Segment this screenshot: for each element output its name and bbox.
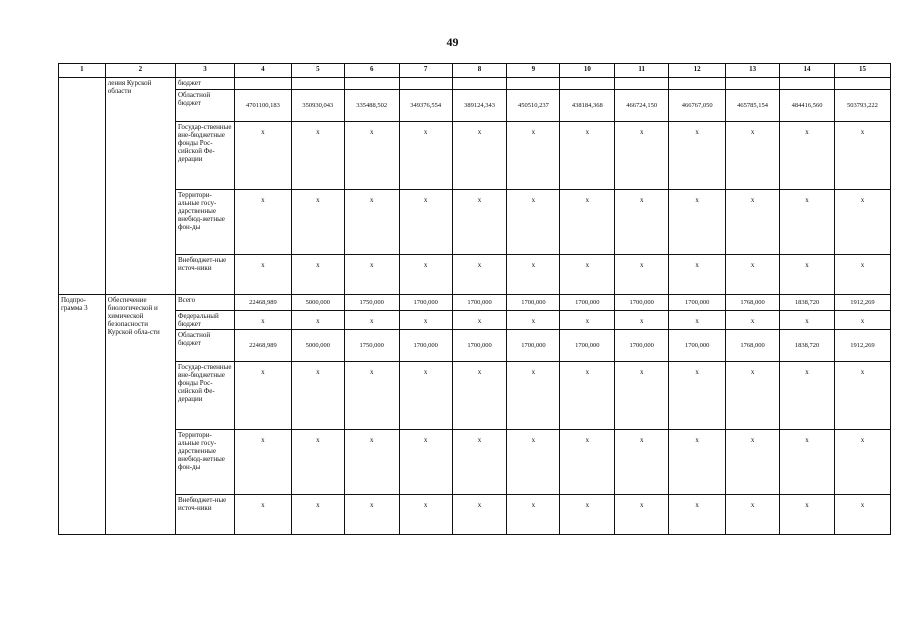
value-cell: x bbox=[344, 362, 399, 430]
header-row bbox=[59, 64, 891, 78]
table-row bbox=[59, 190, 891, 255]
value-cell: x bbox=[669, 430, 726, 495]
table-row bbox=[59, 90, 891, 122]
value-cell: x bbox=[234, 122, 291, 190]
value-cell: x bbox=[615, 430, 669, 495]
value-cell bbox=[615, 78, 669, 90]
value-cell: 484416,560 bbox=[780, 90, 835, 122]
header-cell: 3 bbox=[175, 64, 234, 78]
value-cell: x bbox=[291, 430, 344, 495]
value-cell bbox=[669, 78, 726, 90]
value-cell: x bbox=[834, 190, 890, 255]
value-cell bbox=[452, 78, 507, 90]
header-cell: 13 bbox=[726, 64, 780, 78]
value-cell: x bbox=[615, 255, 669, 295]
header-cell: 9 bbox=[507, 64, 560, 78]
value-cell: 1768,000 bbox=[726, 330, 780, 362]
value-cell: 466724,150 bbox=[615, 90, 669, 122]
value-cell bbox=[344, 78, 399, 90]
table-row bbox=[59, 311, 891, 330]
funding-source-cell: Территори-альные госу-дарственные внебюд-жетные фон-ды bbox=[175, 190, 234, 255]
value-cell: 1912,269 bbox=[834, 295, 890, 311]
value-cell: x bbox=[234, 190, 291, 255]
value-cell: x bbox=[780, 430, 835, 495]
table-row bbox=[59, 295, 891, 311]
value-cell: x bbox=[560, 190, 615, 255]
value-cell bbox=[507, 78, 560, 90]
value-cell: 466767,050 bbox=[669, 90, 726, 122]
value-cell: 1700,000 bbox=[560, 330, 615, 362]
funding-source-cell: Внебюджет-ные источ-ники bbox=[175, 255, 234, 295]
value-cell: x bbox=[669, 495, 726, 535]
value-cell: 4701100,183 bbox=[234, 90, 291, 122]
header-cell: 14 bbox=[780, 64, 835, 78]
value-cell: x bbox=[780, 495, 835, 535]
value-cell: x bbox=[669, 190, 726, 255]
value-cell: 450510,237 bbox=[507, 90, 560, 122]
value-cell: 1700,000 bbox=[507, 295, 560, 311]
budget-table bbox=[58, 63, 891, 535]
value-cell: x bbox=[834, 430, 890, 495]
value-cell: x bbox=[452, 311, 507, 330]
program-cell bbox=[59, 78, 106, 295]
value-cell: x bbox=[726, 430, 780, 495]
value-cell: x bbox=[344, 430, 399, 495]
value-cell: 1700,000 bbox=[399, 295, 452, 311]
value-cell: x bbox=[399, 255, 452, 295]
header-cell: 6 bbox=[344, 64, 399, 78]
value-cell: x bbox=[452, 430, 507, 495]
value-cell: 22468,989 bbox=[234, 330, 291, 362]
value-cell: x bbox=[834, 255, 890, 295]
value-cell: x bbox=[507, 430, 560, 495]
value-cell: x bbox=[615, 362, 669, 430]
value-cell: 503793,222 bbox=[834, 90, 890, 122]
value-cell bbox=[780, 78, 835, 90]
funding-source-cell: Федеральный бюджет bbox=[175, 311, 234, 330]
value-cell: x bbox=[726, 362, 780, 430]
value-cell: x bbox=[344, 255, 399, 295]
value-cell: x bbox=[399, 122, 452, 190]
header-cell: 11 bbox=[615, 64, 669, 78]
header-cell: 5 bbox=[291, 64, 344, 78]
value-cell: x bbox=[560, 495, 615, 535]
value-cell bbox=[234, 78, 291, 90]
value-cell: x bbox=[291, 255, 344, 295]
table-row bbox=[59, 78, 891, 90]
value-cell: x bbox=[234, 255, 291, 295]
value-cell: 1838,720 bbox=[780, 330, 835, 362]
value-cell: x bbox=[291, 190, 344, 255]
value-cell: x bbox=[507, 362, 560, 430]
value-cell: 465785,154 bbox=[726, 90, 780, 122]
value-cell: 1768,000 bbox=[726, 295, 780, 311]
value-cell: 1700,000 bbox=[669, 295, 726, 311]
header-cell: 10 bbox=[560, 64, 615, 78]
value-cell: x bbox=[834, 495, 890, 535]
table-row bbox=[59, 362, 891, 430]
value-cell: x bbox=[780, 122, 835, 190]
value-cell: x bbox=[560, 311, 615, 330]
value-cell: 349376,554 bbox=[399, 90, 452, 122]
funding-source-cell: Государ-ственные вне-бюджетные фонды Рос-сийской Фе-дерации bbox=[175, 362, 234, 430]
header-cell: 4 bbox=[234, 64, 291, 78]
page-number: 49 bbox=[446, 35, 459, 49]
table-row bbox=[59, 430, 891, 495]
value-cell: x bbox=[834, 362, 890, 430]
value-cell bbox=[834, 78, 890, 90]
value-cell: x bbox=[669, 311, 726, 330]
value-cell: x bbox=[560, 255, 615, 295]
value-cell: x bbox=[669, 362, 726, 430]
value-cell: 1912,269 bbox=[834, 330, 890, 362]
funding-source-cell: Территори-альные госу-дарственные внебюд-жетные фон-ды bbox=[175, 430, 234, 495]
value-cell: x bbox=[615, 311, 669, 330]
funding-source-cell: Внебюджет-ные источ-ники bbox=[175, 495, 234, 535]
value-cell: x bbox=[291, 495, 344, 535]
header-cell: 2 bbox=[105, 64, 175, 78]
value-cell: x bbox=[507, 122, 560, 190]
value-cell: 1700,000 bbox=[452, 295, 507, 311]
header-cell: 15 bbox=[834, 64, 890, 78]
value-cell: 1700,000 bbox=[507, 330, 560, 362]
value-cell: 1700,000 bbox=[399, 330, 452, 362]
header-cell: 7 bbox=[399, 64, 452, 78]
value-cell: x bbox=[452, 122, 507, 190]
table-row bbox=[59, 330, 891, 362]
value-cell: x bbox=[726, 495, 780, 535]
value-cell: 1838,720 bbox=[780, 295, 835, 311]
value-cell: x bbox=[560, 430, 615, 495]
value-cell: x bbox=[344, 122, 399, 190]
value-cell: 389124,343 bbox=[452, 90, 507, 122]
value-cell: x bbox=[780, 255, 835, 295]
value-cell: x bbox=[234, 495, 291, 535]
value-cell: x bbox=[615, 190, 669, 255]
value-cell: x bbox=[834, 122, 890, 190]
value-cell: x bbox=[452, 362, 507, 430]
value-cell bbox=[726, 78, 780, 90]
funding-source-cell: Государ-ственные вне-бюджетные фонды Рос-сийской Фе-дерации bbox=[175, 122, 234, 190]
value-cell: x bbox=[452, 495, 507, 535]
value-cell: x bbox=[399, 311, 452, 330]
value-cell: 22468,989 bbox=[234, 295, 291, 311]
funding-source-cell: бюджет bbox=[175, 78, 234, 90]
value-cell: 1750,000 bbox=[344, 295, 399, 311]
value-cell: x bbox=[234, 311, 291, 330]
value-cell: x bbox=[834, 311, 890, 330]
value-cell: x bbox=[507, 495, 560, 535]
value-cell: x bbox=[560, 122, 615, 190]
program-name-cell: Обеспечение биологической и химической безопасности Курской обла-сти bbox=[105, 295, 175, 535]
value-cell: x bbox=[291, 311, 344, 330]
value-cell: x bbox=[560, 362, 615, 430]
value-cell: x bbox=[726, 190, 780, 255]
value-cell: x bbox=[344, 495, 399, 535]
value-cell: 1700,000 bbox=[560, 295, 615, 311]
value-cell: x bbox=[452, 190, 507, 255]
value-cell: 335488,502 bbox=[344, 90, 399, 122]
value-cell: x bbox=[344, 190, 399, 255]
value-cell: 438184,368 bbox=[560, 90, 615, 122]
program-name-cell: ления Курской области bbox=[105, 78, 175, 295]
value-cell: x bbox=[507, 255, 560, 295]
value-cell: x bbox=[399, 430, 452, 495]
value-cell: 5000,000 bbox=[291, 330, 344, 362]
value-cell: x bbox=[669, 122, 726, 190]
value-cell: x bbox=[507, 311, 560, 330]
value-cell: x bbox=[780, 362, 835, 430]
table-row bbox=[59, 495, 891, 535]
value-cell: x bbox=[291, 362, 344, 430]
funding-source-cell: Областной бюджет bbox=[175, 90, 234, 122]
value-cell bbox=[399, 78, 452, 90]
value-cell: x bbox=[452, 255, 507, 295]
value-cell: 5000,000 bbox=[291, 295, 344, 311]
value-cell: x bbox=[726, 311, 780, 330]
funding-source-cell: Всего bbox=[175, 295, 234, 311]
value-cell: 1700,000 bbox=[669, 330, 726, 362]
value-cell bbox=[291, 78, 344, 90]
value-cell: x bbox=[291, 122, 344, 190]
value-cell: x bbox=[726, 255, 780, 295]
table-row bbox=[59, 122, 891, 190]
value-cell: x bbox=[399, 190, 452, 255]
funding-source-cell: Областной бюджет bbox=[175, 330, 234, 362]
value-cell: x bbox=[234, 362, 291, 430]
value-cell: x bbox=[234, 430, 291, 495]
value-cell: 350930,043 bbox=[291, 90, 344, 122]
value-cell bbox=[560, 78, 615, 90]
value-cell: 1750,000 bbox=[344, 330, 399, 362]
value-cell: x bbox=[399, 362, 452, 430]
value-cell: 1700,000 bbox=[615, 330, 669, 362]
header-cell: 1 bbox=[59, 64, 106, 78]
value-cell: x bbox=[780, 311, 835, 330]
value-cell: x bbox=[344, 311, 399, 330]
value-cell: x bbox=[615, 122, 669, 190]
value-cell: x bbox=[399, 495, 452, 535]
value-cell: x bbox=[669, 255, 726, 295]
value-cell: 1700,000 bbox=[452, 330, 507, 362]
value-cell: 1700,000 bbox=[615, 295, 669, 311]
header-cell: 8 bbox=[452, 64, 507, 78]
program-cell: Подпро-грамма 3 bbox=[59, 295, 106, 535]
header-cell: 12 bbox=[669, 64, 726, 78]
value-cell: x bbox=[726, 122, 780, 190]
value-cell: x bbox=[780, 190, 835, 255]
value-cell: x bbox=[615, 495, 669, 535]
value-cell: x bbox=[507, 190, 560, 255]
table-row bbox=[59, 255, 891, 295]
